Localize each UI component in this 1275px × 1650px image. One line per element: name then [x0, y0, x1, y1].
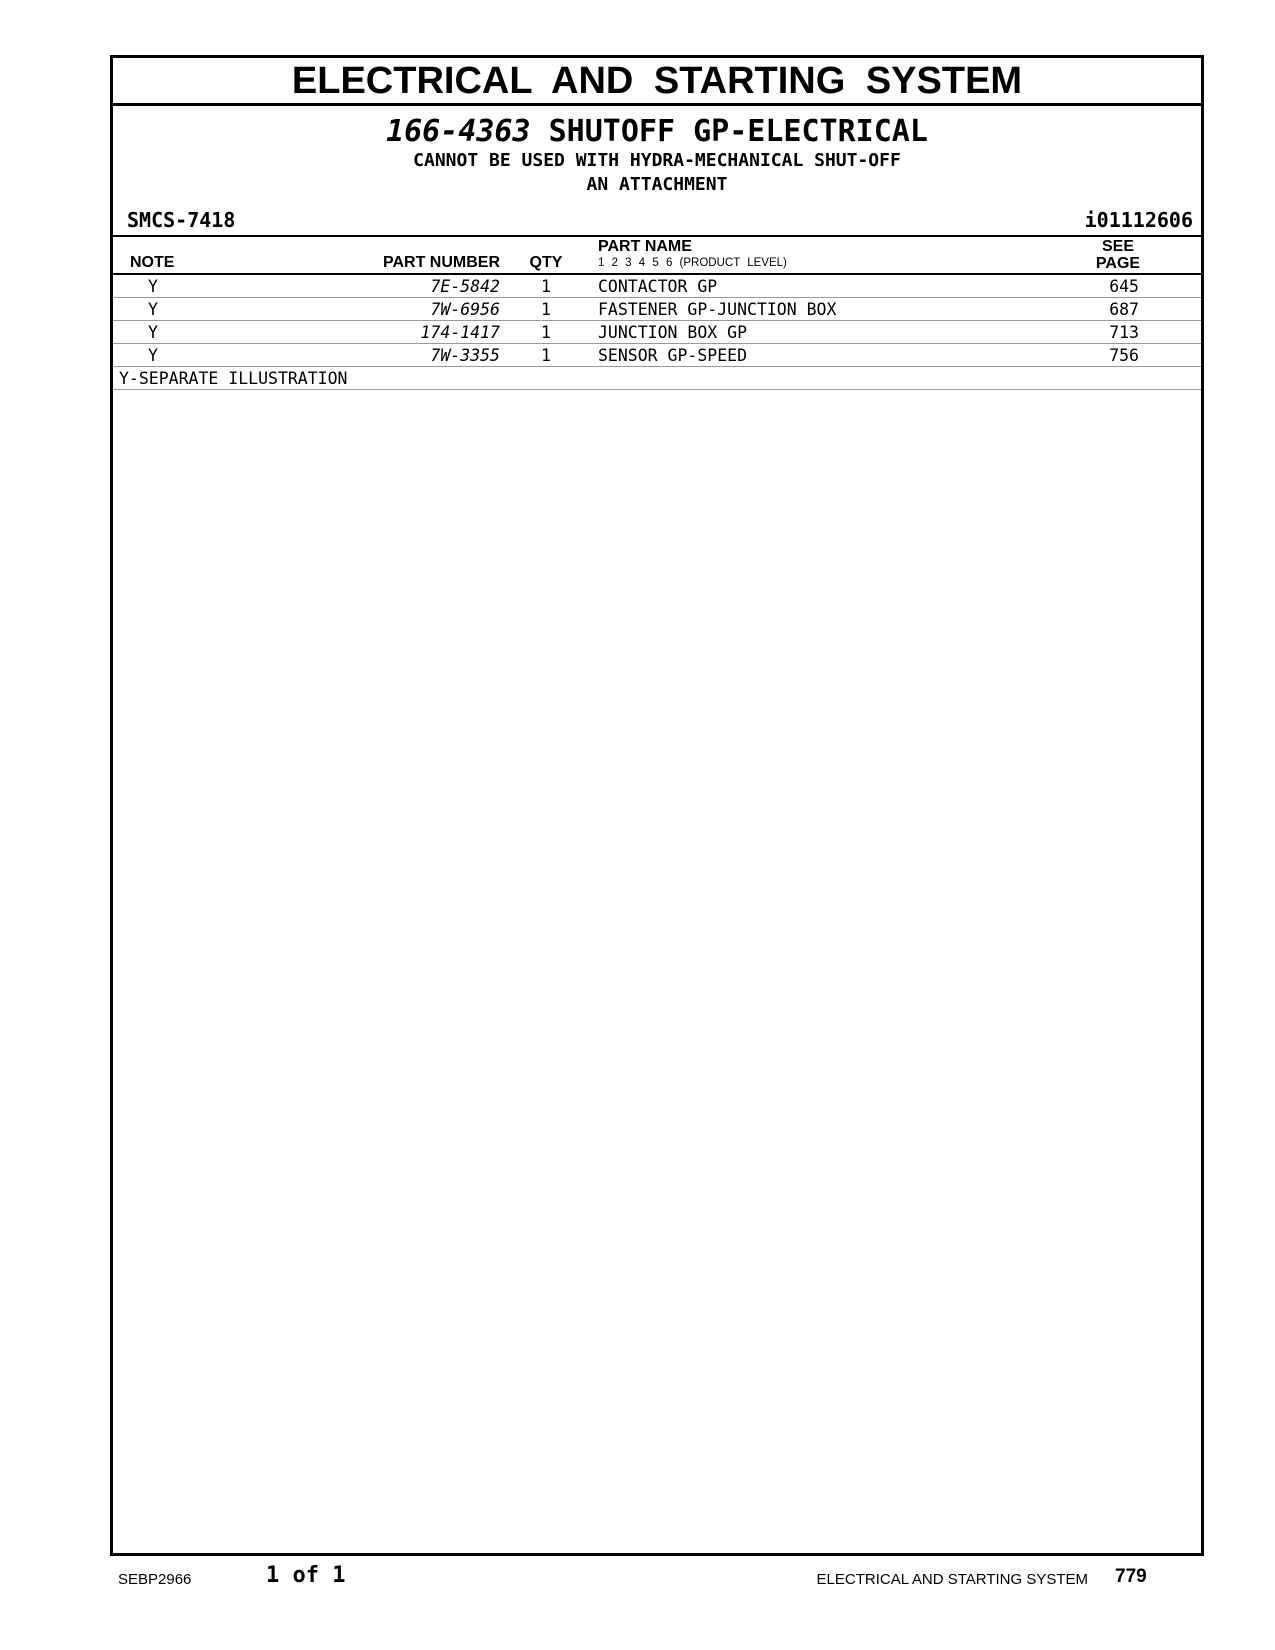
table-row — [113, 275, 1201, 298]
page-label: PAGE — [1095, 255, 1141, 272]
footnote-text: Y-SEPARATE ILLUSTRATION — [119, 369, 348, 388]
row-qty: 1 — [541, 300, 551, 319]
parts-table — [113, 275, 1201, 390]
row-part-name: JUNCTION BOX GP — [598, 323, 748, 342]
see-label: SEE — [1101, 238, 1134, 255]
table-row — [113, 321, 1201, 344]
footer-page-count: 1 of 1 — [266, 1563, 346, 1588]
row-part-number[interactable]: 174-1417 — [420, 323, 500, 342]
illustration-id: i01112606 — [1084, 208, 1193, 232]
column-header-part-name: PART NAME — [598, 238, 692, 255]
row-qty: 1 — [541, 277, 551, 296]
column-header-see-page — [1088, 238, 1148, 272]
row-qty: 1 — [541, 323, 551, 342]
group-name: SHUTOFF GP-ELECTRICAL — [548, 114, 928, 149]
smcs-code: SMCS-7418 — [127, 208, 236, 232]
row-note: Y — [148, 300, 158, 319]
row-part-number[interactable]: 7W-3355 — [430, 346, 500, 365]
footer-doc-id: SEBP2966 — [118, 1571, 192, 1588]
row-part-number[interactable]: 7W-6956 — [430, 300, 500, 319]
row-part-name: SENSOR GP-SPEED — [598, 346, 748, 365]
section-title: ELECTRICAL AND STARTING SYSTEM — [113, 58, 1201, 106]
column-header-qty: QTY — [529, 254, 563, 271]
footer-section-title: ELECTRICAL AND STARTING SYSTEM — [816, 1571, 1088, 1588]
row-part-name: CONTACTOR GP — [598, 277, 718, 296]
group-note-line-2: AN ATTACHMENT — [586, 174, 728, 195]
table-footnote — [113, 367, 1201, 390]
row-see-page[interactable]: 756 — [1109, 346, 1139, 365]
column-header-product-levels: 1 2 3 4 5 6 (PRODUCT LEVEL) — [598, 257, 787, 269]
row-note: Y — [148, 277, 158, 296]
row-part-number[interactable]: 7E-5842 — [430, 277, 500, 296]
table-row — [113, 344, 1201, 367]
row-part-name: FASTENER GP-JUNCTION BOX — [598, 300, 837, 319]
footer-page-number: 779 — [1115, 1566, 1147, 1587]
row-qty: 1 — [541, 346, 551, 365]
row-note: Y — [148, 346, 158, 365]
table-row — [113, 298, 1201, 321]
header-divider-top — [113, 235, 1201, 237]
column-header-note: NOTE — [130, 254, 175, 271]
row-note: Y — [148, 323, 158, 342]
row-see-page[interactable]: 713 — [1109, 323, 1139, 342]
group-title — [113, 114, 1201, 149]
row-see-page[interactable]: 687 — [1109, 300, 1139, 319]
row-see-page[interactable]: 645 — [1109, 277, 1139, 296]
column-header-part-number: PART NUMBER — [382, 254, 500, 271]
page-frame — [110, 55, 1204, 1556]
group-part-number: 166-4363 — [386, 114, 531, 149]
group-note-line-1: CANNOT BE USED WITH HYDRA-MECHANICAL SHUT-OFF — [413, 150, 901, 171]
